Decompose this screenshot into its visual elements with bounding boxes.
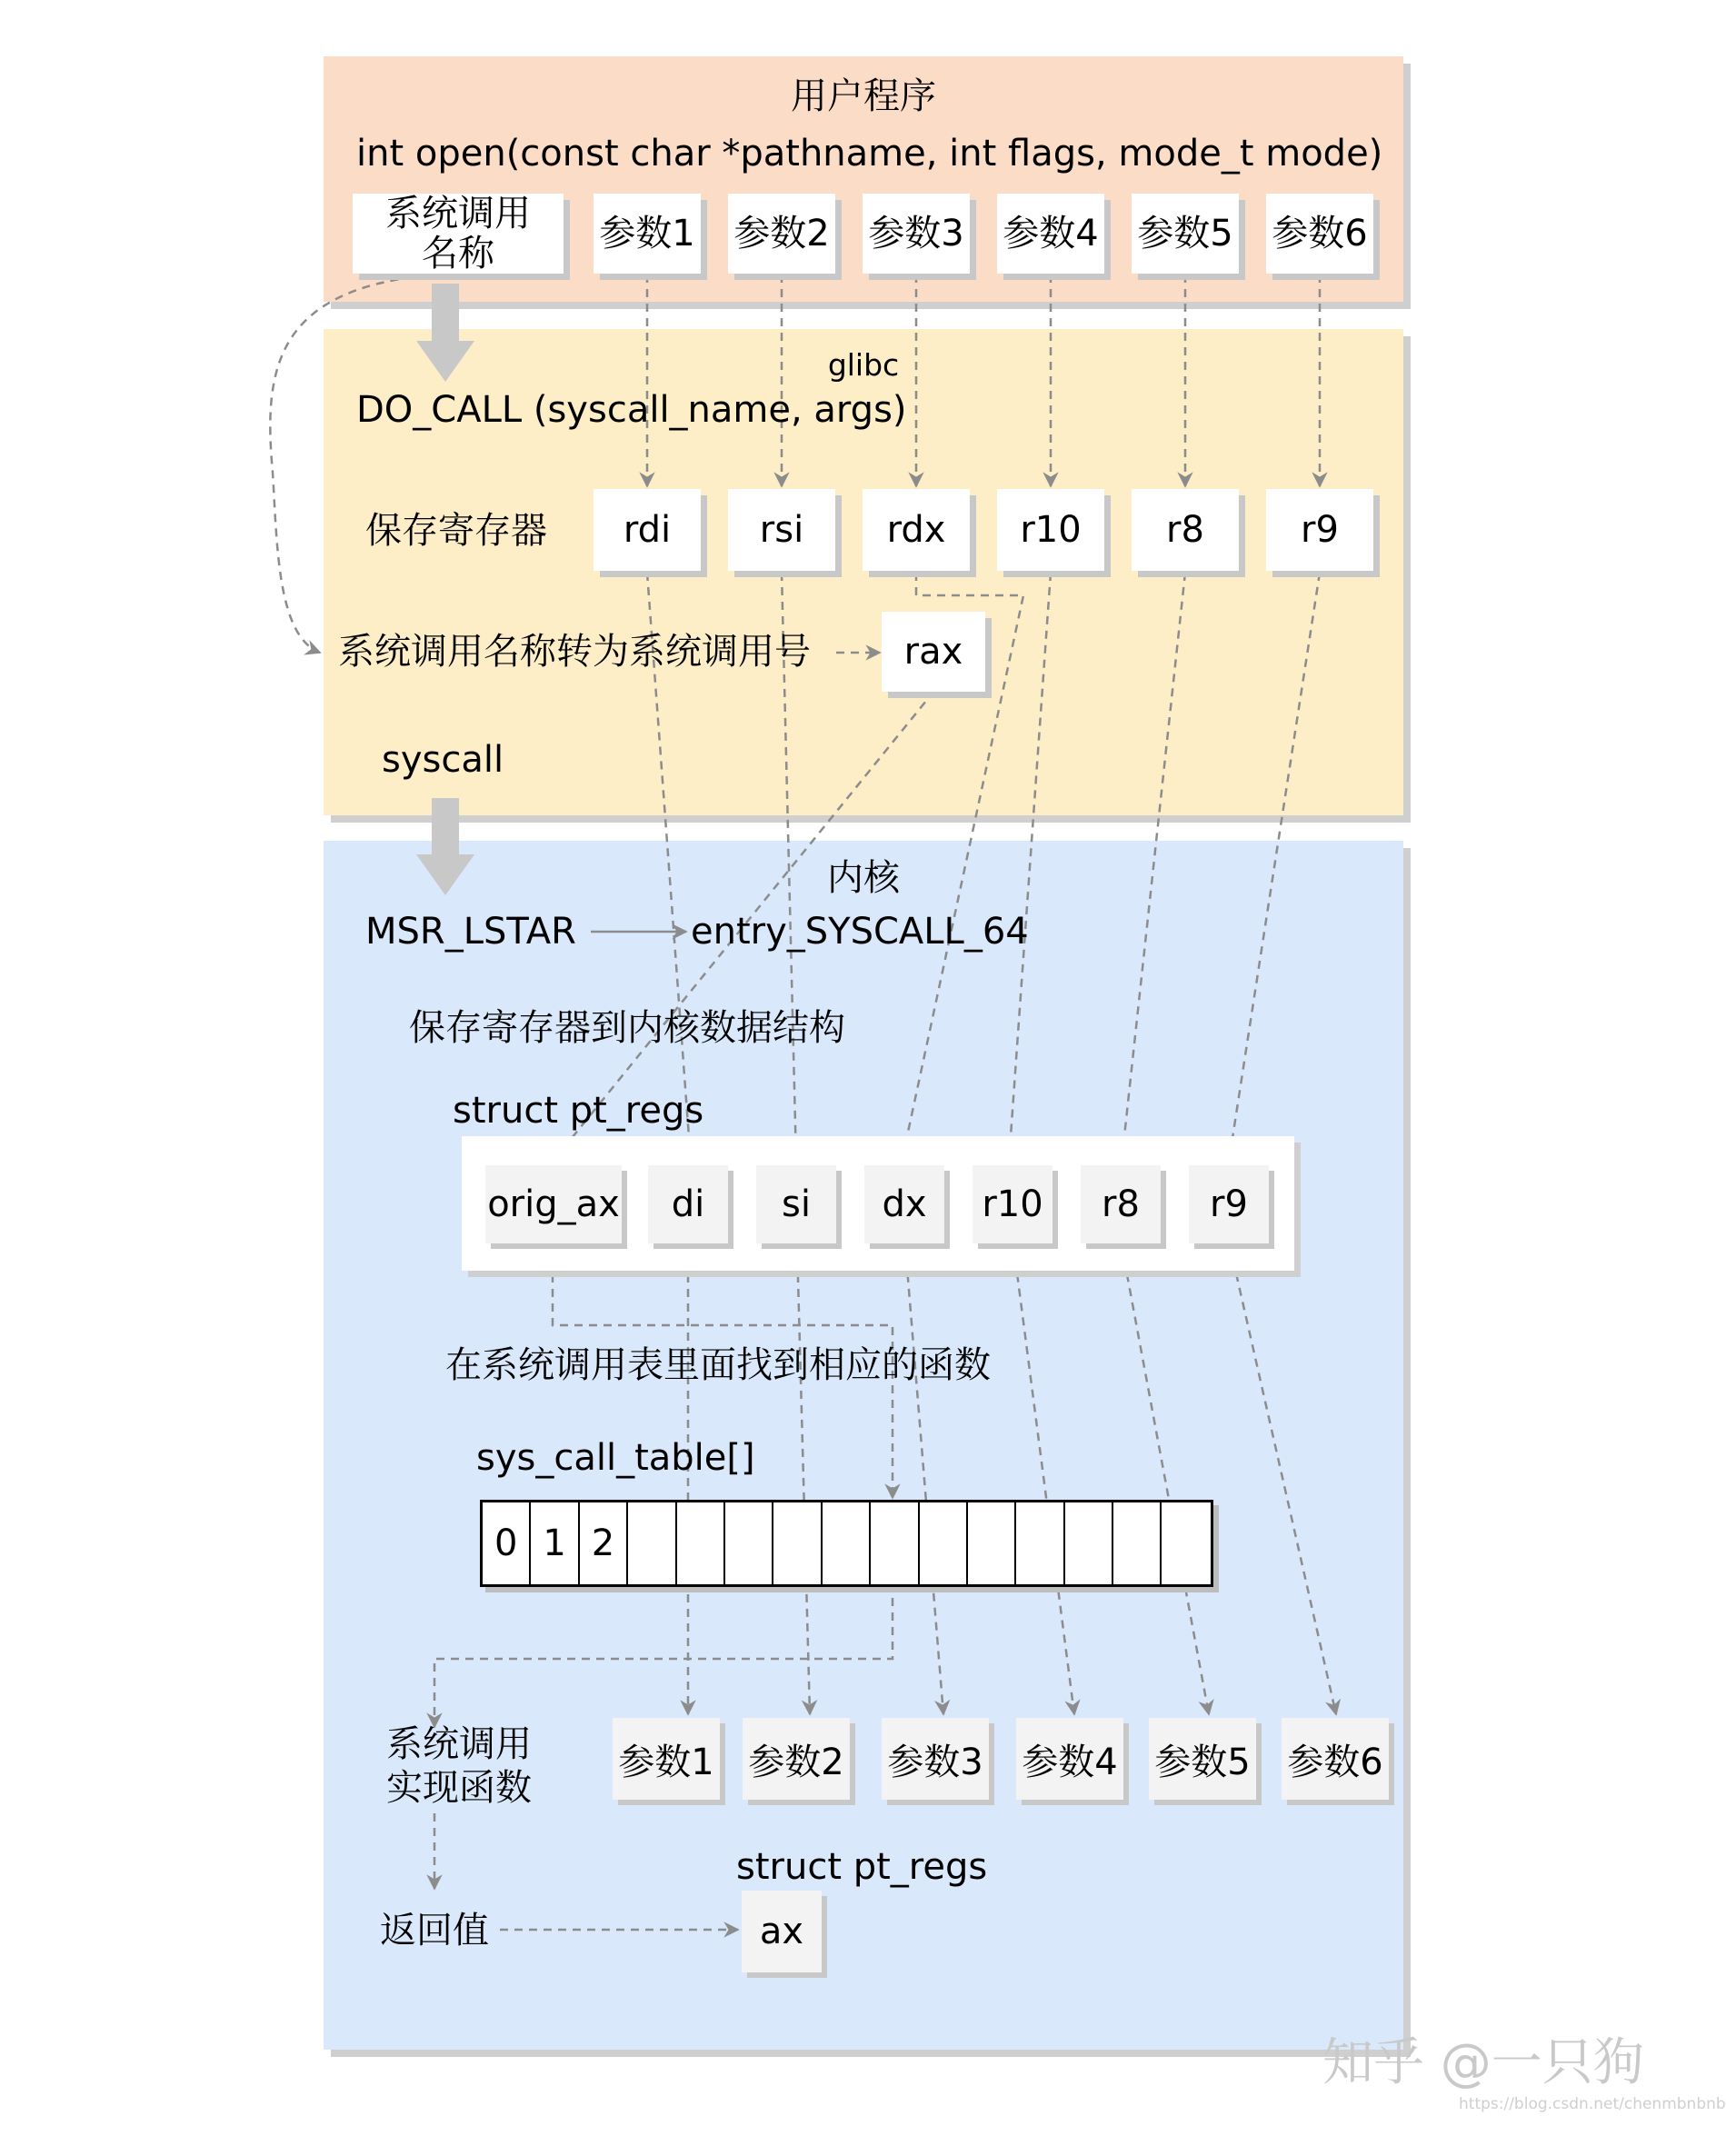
table-to-impl-arrow xyxy=(434,1583,893,1727)
user-to-glibc-big-arrow xyxy=(416,284,474,382)
table-cell xyxy=(920,1502,968,1584)
pt-regs-r9: r9 xyxy=(1189,1165,1269,1243)
table-cell xyxy=(1113,1502,1162,1584)
user-param-6: 参数6 xyxy=(1266,194,1373,274)
save-to-kernel-label: 保存寄存器到内核数据结构 xyxy=(409,1007,845,1049)
r10-to-param4-arrow xyxy=(1013,1245,1074,1714)
return-pt-regs-label: struct pt_regs xyxy=(736,1846,988,1888)
lookup-table-label: 在系统调用表里面找到相应的函数 xyxy=(445,1344,991,1386)
kernel-param-1: 参数1 xyxy=(613,1718,720,1800)
pt-regs-label: struct pt_regs xyxy=(453,1090,704,1132)
table-cell: 0 xyxy=(483,1502,531,1584)
kernel-param-3: 参数3 xyxy=(882,1718,989,1800)
user-param-5: 参数5 xyxy=(1132,194,1239,274)
reg-r9: r9 xyxy=(1266,489,1373,571)
user-param-1: 参数1 xyxy=(594,194,701,274)
user-param-3: 参数3 xyxy=(863,194,970,274)
pt-regs-di: di xyxy=(648,1165,728,1243)
syscall-name-label: 系统调用名称 xyxy=(385,193,531,274)
reg-r10: r10 xyxy=(997,489,1104,571)
table-cell xyxy=(677,1502,725,1584)
reg-rdx: rdx xyxy=(863,489,970,571)
do-call-label: DO_CALL (syscall_name, args) xyxy=(356,389,907,431)
r8-to-param5-arrow xyxy=(1122,1245,1209,1714)
table-cell xyxy=(968,1502,1016,1584)
r9-to-param6-arrow xyxy=(1230,1245,1336,1714)
glibc-to-kernel-big-arrow xyxy=(416,798,474,895)
user-param-2: 参数2 xyxy=(728,194,835,274)
impl-function-label: 系统调用实现函数 xyxy=(386,1723,532,1809)
table-cell xyxy=(823,1502,871,1584)
kernel-param-4: 参数4 xyxy=(1016,1718,1123,1800)
watermark-url: https://blog.csdn.net/chenmbnbnb xyxy=(1459,2095,1726,2113)
reg-rsi: rsi xyxy=(728,489,835,571)
table-cell xyxy=(1016,1502,1064,1584)
entry-syscall-label: entry_SYSCALL_64 xyxy=(691,911,1029,953)
pt-regs-ax: ax xyxy=(742,1891,822,1972)
syscall-name-box xyxy=(353,194,564,274)
si-to-param2-arrow xyxy=(797,1245,810,1714)
watermark: 知乎 @一只狗 xyxy=(1322,2033,1644,2092)
pt-regs-si: si xyxy=(756,1165,836,1243)
reg-rax: rax xyxy=(882,612,985,692)
table-cell: 2 xyxy=(580,1502,628,1584)
save-registers-label: 保存寄存器 xyxy=(365,510,547,552)
big-flow-arrows xyxy=(416,284,474,895)
table-cell xyxy=(871,1502,919,1584)
reg-rdi: rdi xyxy=(594,489,701,571)
table-cell xyxy=(773,1502,822,1584)
sys-call-table xyxy=(480,1500,1213,1587)
open-signature: int open(const char *pathname, int flags, mode_t mode) xyxy=(356,133,1383,175)
sys-call-table-label: sys_call_table[] xyxy=(476,1437,755,1479)
convert-name-label: 系统调用名称转为系统调用号 xyxy=(338,631,811,673)
kernel-title: 内核 xyxy=(827,857,900,899)
user-param-4: 参数4 xyxy=(997,194,1104,274)
syscall-label: syscall xyxy=(382,739,504,781)
table-cell xyxy=(628,1502,676,1584)
kernel-param-5: 参数5 xyxy=(1149,1718,1256,1800)
table-cell xyxy=(725,1502,773,1584)
table-cell xyxy=(1162,1502,1210,1584)
pt-regs-orig-ax: orig_ax xyxy=(485,1165,622,1243)
table-cell: 1 xyxy=(531,1502,579,1584)
pt-regs-dx: dx xyxy=(864,1165,944,1243)
return-value-label: 返回值 xyxy=(380,1910,489,1951)
pt-regs-r8: r8 xyxy=(1081,1165,1161,1243)
msr-lstar-label: MSR_LSTAR xyxy=(365,911,576,953)
dx-to-param3-arrow xyxy=(905,1245,943,1714)
r10-to-r10-arrow xyxy=(1009,573,1051,1162)
user-program-title: 用户程序 xyxy=(791,75,936,117)
pt-regs-r10: r10 xyxy=(973,1165,1053,1243)
reg-r8: r8 xyxy=(1132,489,1239,571)
table-cell xyxy=(1065,1502,1113,1584)
r8-to-r8-arrow xyxy=(1122,573,1185,1162)
name-to-convert-arrow xyxy=(270,275,427,653)
kernel-param-6: 参数6 xyxy=(1282,1718,1389,1800)
kernel-param-2: 参数2 xyxy=(743,1718,850,1800)
glibc-title: glibc xyxy=(827,347,900,383)
r9-to-r9-arrow xyxy=(1229,573,1320,1162)
